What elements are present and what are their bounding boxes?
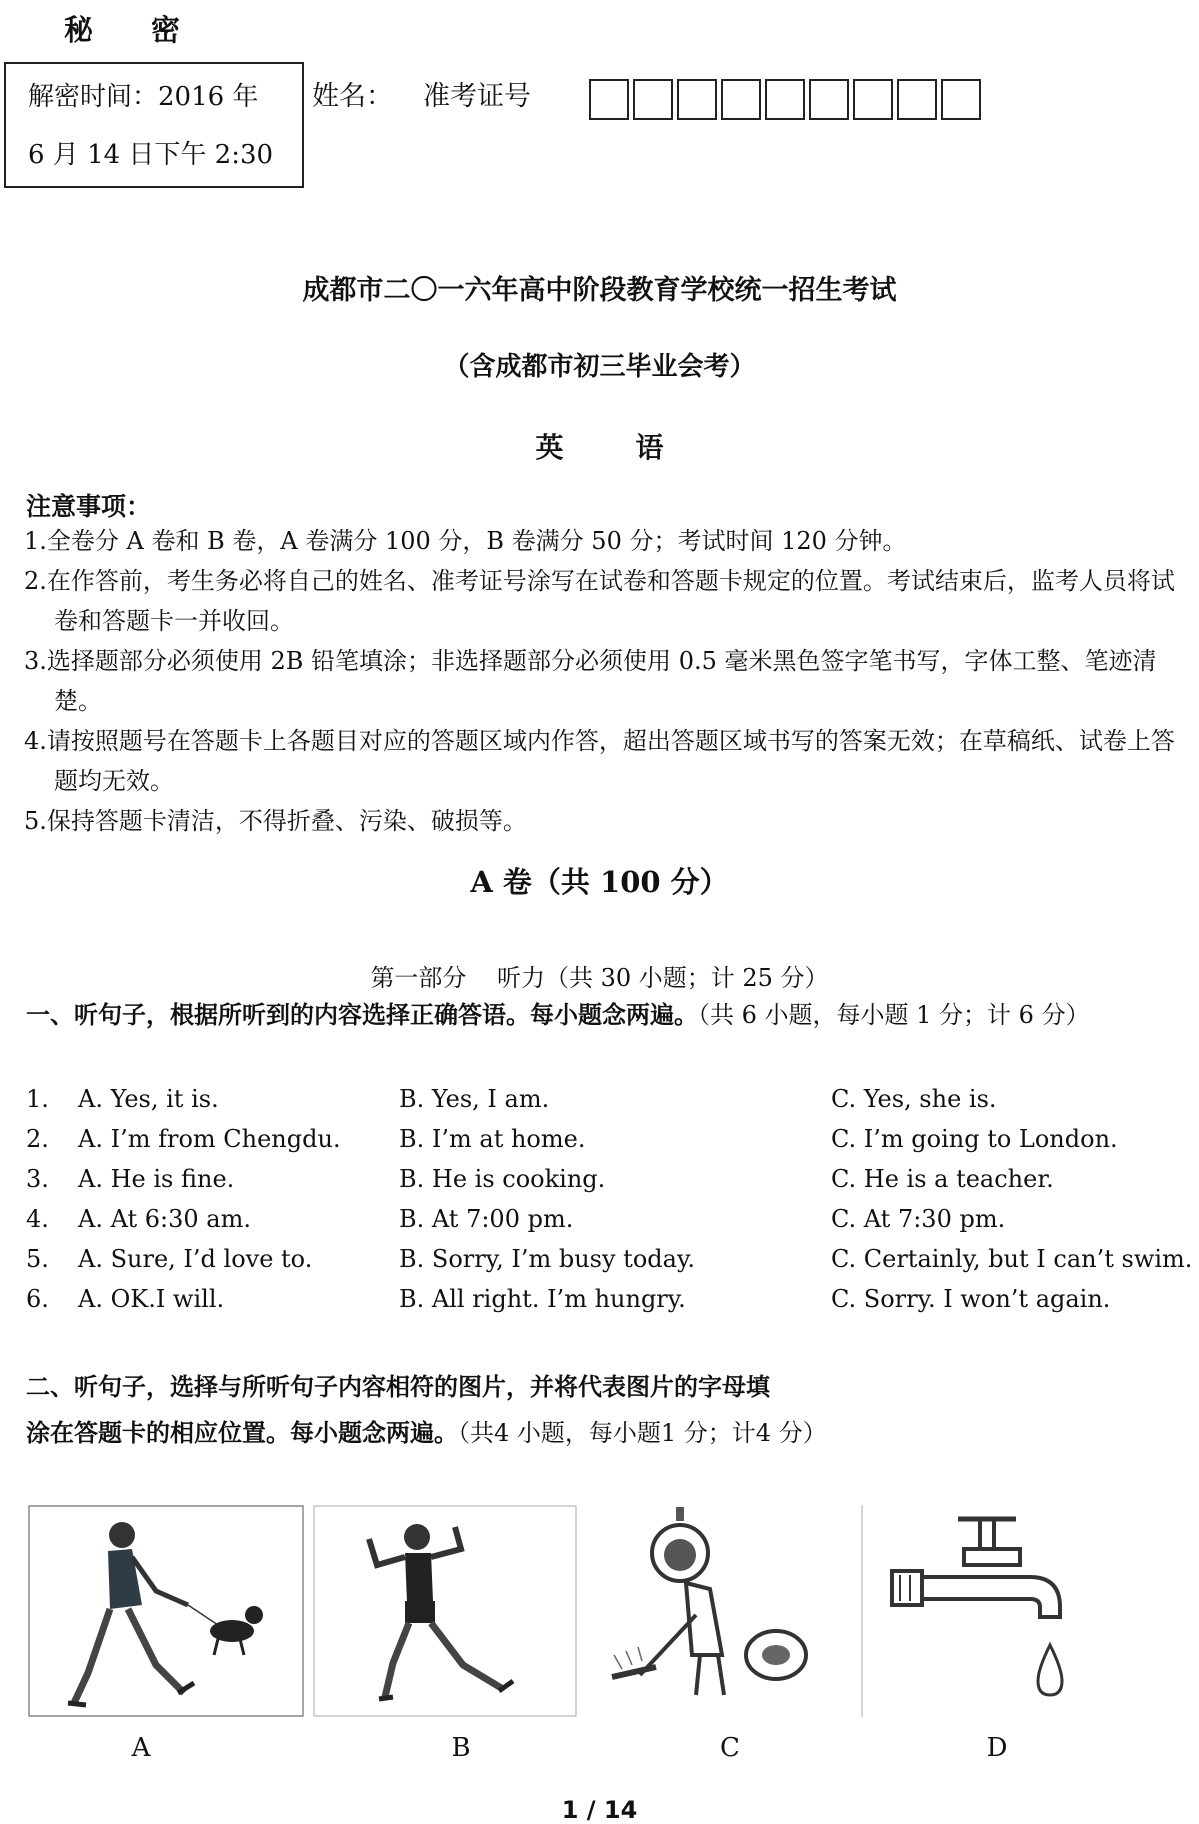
option-row: 6. A. OK.I will. B. All right. I’m hungry. C. Sorry. I won’t again. bbox=[26, 1279, 1186, 1319]
picture-caption: A bbox=[131, 1733, 151, 1763]
candidate-info bbox=[312, 74, 531, 113]
name-label: 姓名： bbox=[312, 81, 393, 112]
note-item: 2.在作答前，考生务必将自己的姓名、准考证号涂写在试卷和答题卡规定的位置。考试结束后，监考人员将试卷和答题卡一并收回。 bbox=[24, 567, 1175, 635]
picture-dripping-tap bbox=[880, 1505, 1144, 1717]
option-a: A. He is fine. bbox=[78, 1165, 235, 1193]
ticket-digit-box[interactable] bbox=[633, 79, 673, 120]
option-row: 4. A. At 6:30 am. B. At 7:00 pm. C. At 7:30 pm. bbox=[26, 1199, 1186, 1239]
part1-title: 第一部分 听力（共 30 小题；计 25 分） bbox=[370, 964, 829, 992]
option-c: C. Yes, she is. bbox=[831, 1085, 997, 1113]
picture-caption: B bbox=[451, 1733, 471, 1763]
option-row: 2. A. I’m from Chengdu. B. I’m at home. C. I’m going to London. bbox=[26, 1119, 1186, 1159]
option-b: B. Yes, I am. bbox=[399, 1085, 550, 1113]
question2-heading: 二、听句子，选择与所听句子内容相符的图片，并将代表图片的字母填 涂在答题卡的相应位置。每小题念两遍。（共4 小题，每小题1 分；计4 分） bbox=[26, 1373, 827, 1447]
option-a: A. Sure, I’d love to. bbox=[78, 1245, 313, 1273]
note-item: 3.选择题部分必须使用 2B 铅笔填涂；非选择题部分必须使用 0.5 毫米黑色签字笔书写，字体工整、笔迹清楚。 bbox=[24, 647, 1157, 715]
note-item: 1.全卷分 A 卷和 B 卷，A 卷满分 100 分，B 卷满分 50 分；考试时间 120 分钟。 bbox=[24, 527, 907, 555]
picture-caption: D bbox=[986, 1733, 1008, 1763]
ticket-label: 准考证号 bbox=[423, 81, 531, 112]
option-c: C. I’m going to London. bbox=[831, 1125, 1118, 1153]
section-a-title: A 卷（共 100 分） bbox=[470, 865, 729, 899]
question1-options bbox=[26, 1079, 1193, 1319]
secret-label: 秘 密 bbox=[64, 13, 181, 47]
option-b: B. At 7:00 pm. bbox=[399, 1205, 574, 1233]
picture-robot-cleaning bbox=[600, 1505, 864, 1717]
option-row: 3. A. He is fine. B. He is cooking. C. He is a teacher. bbox=[26, 1159, 1186, 1199]
option-a: A. At 6:30 am. bbox=[78, 1205, 251, 1233]
option-b: B. Sorry, I’m busy today. bbox=[399, 1245, 695, 1273]
ticket-digit-box[interactable] bbox=[941, 79, 981, 120]
notes-list bbox=[24, 521, 1194, 841]
page-number: 1 / 14 bbox=[561, 1796, 638, 1824]
option-a: A. I’m from Chengdu. bbox=[78, 1125, 341, 1153]
ticket-digit-box[interactable] bbox=[677, 79, 717, 120]
option-row: 5. A. Sure, I’d love to. B. Sorry, I’m busy today. C. Certainly, but I can’t swim. bbox=[26, 1239, 1186, 1279]
exam-title: 成都市二〇一六年高中阶段教育学校统一招生考试 bbox=[302, 275, 897, 306]
note-item: 4.请按照题号在答题卡上各题目对应的答题区域内作答，超出答题区域书写的答案无效；在草稿纸、试卷上答题均无效。 bbox=[24, 727, 1175, 795]
picture-caption: C bbox=[720, 1733, 740, 1763]
ticket-digit-box[interactable] bbox=[853, 79, 893, 120]
option-c: C. Sorry. I won’t again. bbox=[831, 1285, 1111, 1313]
option-a: A. OK.I will. bbox=[78, 1285, 225, 1313]
subject-title: 英 语 bbox=[535, 431, 664, 464]
option-c: C. He is a teacher. bbox=[831, 1165, 1054, 1193]
picture-walking-dog bbox=[28, 1505, 304, 1717]
ticket-digit-box[interactable] bbox=[765, 79, 805, 120]
option-b: B. He is cooking. bbox=[399, 1165, 606, 1193]
declass-line-2: 6 月 14 日下午 2:30 bbox=[28, 140, 274, 170]
ticket-digit-box[interactable] bbox=[897, 79, 937, 120]
ticket-digit-box[interactable] bbox=[721, 79, 761, 120]
option-c: C. Certainly, but I can’t swim. bbox=[831, 1245, 1193, 1273]
ticket-digit-box[interactable] bbox=[809, 79, 849, 120]
option-b: B. I’m at home. bbox=[399, 1125, 586, 1153]
option-row: 1. A. Yes, it is. B. Yes, I am. C. Yes, she is. bbox=[26, 1079, 1186, 1119]
declassification-box bbox=[4, 62, 304, 188]
ticket-number-boxes bbox=[589, 79, 985, 120]
option-c: C. At 7:30 pm. bbox=[831, 1205, 1006, 1233]
declass-line-1: 解密时间：2016 年 bbox=[28, 82, 259, 112]
notes-heading: 注意事项： bbox=[26, 492, 152, 521]
exam-subtitle: （含成都市初三毕业会考） bbox=[443, 352, 756, 382]
option-a: A. Yes, it is. bbox=[78, 1085, 219, 1113]
note-item: 5.保持答题卡清洁，不得折叠、污染、破损等。 bbox=[24, 807, 527, 835]
picture-exercising bbox=[313, 1505, 577, 1717]
ticket-digit-box[interactable] bbox=[589, 79, 629, 120]
option-b: B. All right. I’m hungry. bbox=[399, 1285, 686, 1313]
question1-heading: 一、听句子，根据所听到的内容选择正确答语。每小题念两遍。（共 6 小题，每小题 1 分；计 6 分） bbox=[26, 1001, 1090, 1029]
